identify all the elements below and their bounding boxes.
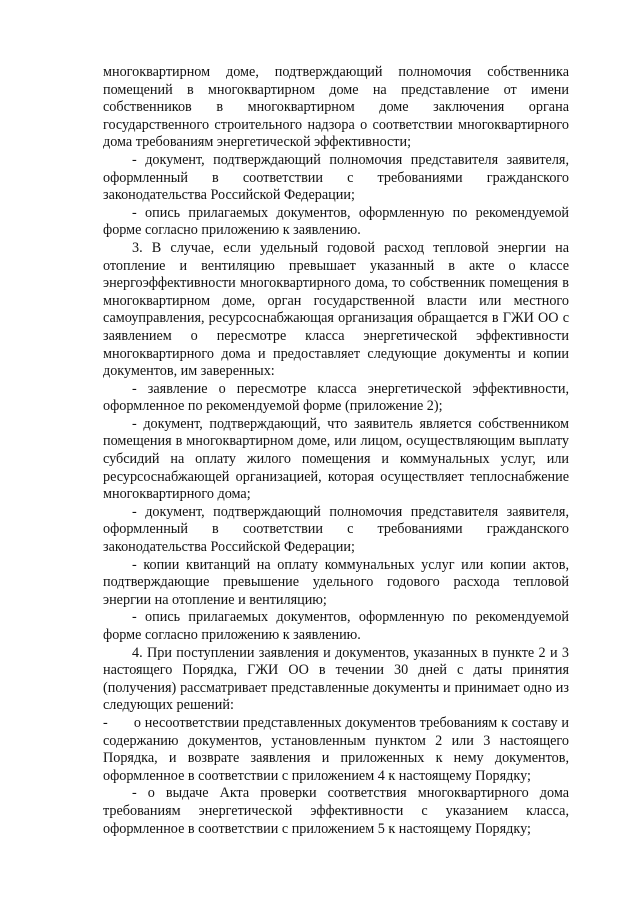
list-item-revision-application: - заявление о пересмотре класса энергетической эффективности, оформленное по рекомендуемой форме (приложение 2); — [103, 380, 569, 415]
list-item-representative-document-2: - документ, подтверждающий полномочия представителя заявителя, оформленный в соответствии с требованиями гражданского законодательства Российской Федерации; — [103, 503, 569, 556]
list-item-document-inventory-2: - опись прилагаемых документов, оформленную по рекомендуемой форме согласно приложению к заявлению. — [103, 609, 569, 643]
list-item-representative-document: - документ, подтверждающий полномочия представителя заявителя, оформленный в соответствии с требованиями гражданского законодательства Российской Федерации; — [103, 151, 569, 204]
paragraph-item-4: 4. При поступлении заявления и документов, указанных в пункте 2 и 3 настоящего Порядка, ГЖИ ОО в течении 30 дней с даты принятия (получения) рассматривает представленные документы и принимает одно из следующих решений: — [103, 644, 569, 714]
list-item-receipt-copies: - копии квитанций на оплату коммунальных услуг или копии актов, подтверждающие превышение удельного годового расхода тепловой энергии на отопление и вентиляцию; — [103, 556, 569, 608]
list-item-act-issuance-decision: - о выдаче Акта проверки соответствия многоквартирного дома требованиям энергетической эффективности с указанием класса, оформленное в соответствии с приложением 5 к настоящему Порядку; — [103, 785, 569, 837]
document-body — [103, 64, 569, 838]
paragraph-item-3: 3. В случае, если удельный годовой расход тепловой энергии на отопление и вентиляцию превышает указанный в акте о классе энергоэффективности многоквартирного дома, то собственник помещения в многоквартирном доме, орган государственной власти или местного самоуправления, ресурсоснабжающая организация обращается в ГЖИ ОО с заявлением о пересмотре класса энергетической эффективности многоквартирного дома и предоставляет следующие документы и копии документов, им заверенных: — [103, 239, 569, 380]
list-item-nonconformity-decision: - о несоответствии представленных документов требованиям к составу и содержанию документов, установленным пунктом 2 или 3 настоящего Порядка, и возврате заявления и приложенных к нему документов, оформленное в соответствии с приложением 4 к настоящему Порядку; — [103, 714, 569, 784]
list-item-ownership-document: - документ, подтверждающий, что заявитель является собственником помещения в многоквартирном доме, или лицом, осуществляющим выплату субсидий на оплату жилого помещения и коммунальных услуг, или ресурсоснабжающей организацией, которая осуществляет теплоснабжение многоквартирного дома; — [103, 415, 569, 503]
list-item-document-inventory: - опись прилагаемых документов, оформленную по рекомендуемой форме согласно приложению к заявлению. — [103, 204, 569, 239]
paragraph-continuation: многоквартирном доме, подтверждающий полномочия собственника помещений в многоквартирном доме на представление от имени собственников в многоквартирном доме заключения органа государственного строительного надзора о соответствии многоквартирного дома требованиям энергетической эффективности; — [103, 64, 569, 151]
